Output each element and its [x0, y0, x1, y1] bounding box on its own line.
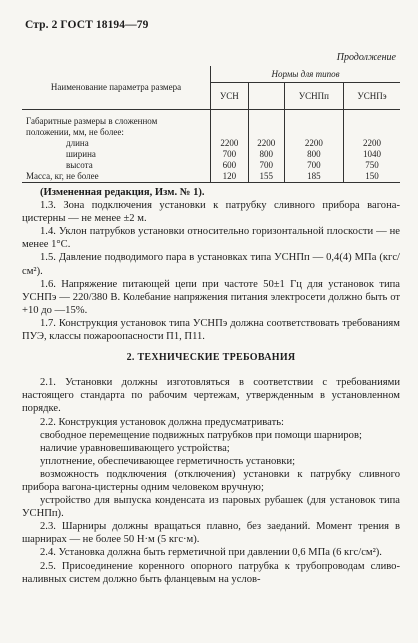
clause-2-1: 2.1. Установки должны изготовляться в соответствии с требованиями настоящего стандарта по рабочим чертежам, утвержденным в установленном порядке.: [22, 377, 400, 415]
clause-2-4: 2.4. Установка должна быть герметичной при давлении 0,6 МПа (6 кгс/см²).: [40, 547, 382, 559]
cell-value: 2200: [284, 138, 343, 149]
continuation-label: Продолжение: [336, 52, 396, 63]
cell-value: 155: [248, 171, 284, 183]
clause-1-5: 1.5. Давление подводимого пара в установках типа УСНПп — 0,4(4) МПа (кгс/см²).: [22, 252, 400, 277]
table-row: [22, 110, 400, 128]
clause-2-5: 2.5. Присоединение коренного опорного патрубка к трубопроводам сливо-наливных систем должно быть фланцевым на услов-: [22, 560, 400, 585]
cell-value: [248, 127, 284, 138]
row-label: Габаритные размеры в сложенном: [22, 110, 211, 128]
clause-1-4: 1.4. Уклон патрубков установки относительно горизонтальной плоскости — не менее 1°С.: [22, 226, 400, 251]
cell-value: 800: [284, 149, 343, 160]
cell-value: 800: [248, 149, 284, 160]
cell-value: 700: [248, 160, 284, 171]
row-label: Масса, кг, не более: [22, 171, 211, 183]
clause-2-2-item: свободное перемещение подвижных патрубков при помощи шарниров;: [40, 429, 362, 441]
cell-value: 600: [211, 160, 249, 171]
document-body: [22, 186, 400, 586]
cell-value: [344, 127, 401, 138]
col-header: УСНПэ: [344, 83, 401, 110]
col-header: УСНПп: [284, 83, 343, 110]
page-header: Стр. 2 ГОСТ 18194—79: [25, 19, 149, 31]
cell-value: 2200: [344, 138, 401, 149]
cell-value: 2200: [248, 138, 284, 149]
table-row: [22, 138, 400, 149]
clause-2-2: 2.2. Конструкция установок должна предусматривать:: [40, 416, 284, 428]
clause-2-2-item: наличие уравновешивающего устройства;: [40, 442, 230, 454]
clause-1-6: 1.6. Напряжение питающей цепи при частоте 50±1 Гц для установок типа УСНПэ — 220/380 В. Колебание напряжения питания электросети должно быть от +10 до —15%.: [22, 278, 400, 316]
clause-2-2-item: возможность подключения (отключения) установки к патрубку сливного прибора вагона-цистерны одним человеком вручную;: [22, 468, 400, 493]
table-row: [22, 160, 400, 171]
row-label: длина: [22, 138, 211, 149]
cell-value: 2200: [211, 138, 249, 149]
norms-table: [22, 66, 400, 183]
clause-1-7: 1.7. Конструкция установок типа УСНПэ должна соответствовать требованиям ПУЭ, классы пожароопасности П1, П11.: [22, 317, 400, 343]
table-row: [22, 171, 400, 183]
row-label: ширина: [22, 149, 211, 160]
norms-header: Нормы для типов: [211, 66, 401, 83]
cell-value: 120: [211, 171, 249, 183]
cell-value: [211, 110, 249, 128]
cell-value: 700: [211, 149, 249, 160]
amendment-note: (Измененная редакция, Изм. № 1).: [40, 187, 205, 198]
cell-value: 700: [284, 160, 343, 171]
table-row: [22, 127, 400, 138]
cell-value: [248, 110, 284, 128]
cell-value: 750: [344, 160, 401, 171]
row-label: положении, мм, не более:: [22, 127, 211, 138]
clause-2-3: 2.3. Шарниры должны вращаться плавно, без заеданий. Момент трения в шарнирах — не более 50 Н·м (5 кгс·м).: [22, 521, 400, 546]
cell-value: 1040: [344, 149, 401, 160]
param-name-header: Наименование параметра размера: [22, 66, 211, 110]
cell-value: 185: [284, 171, 343, 183]
cell-value: [344, 110, 401, 128]
clause-2-2-item: устройство для выпуска конденсата из паровых рубашек (для установок типа УСНПп).: [22, 495, 400, 520]
cell-value: [211, 127, 249, 138]
table-row: [22, 149, 400, 160]
cell-value: 150: [344, 171, 401, 183]
col-header: УСН: [211, 83, 249, 110]
section-title: 2. ТЕХНИЧЕСКИЕ ТРЕБОВАНИЯ: [126, 352, 296, 364]
col-header: [248, 83, 284, 110]
row-label: высота: [22, 160, 211, 171]
cell-value: [284, 110, 343, 128]
clause-2-2-item: уплотнение, обеспечивающее герметичность установки;: [40, 455, 296, 467]
clause-1-3: 1.3. Зона подключения установки к патрубку сливного прибора вагона-цистерны — не менее ±2 м.: [22, 200, 400, 225]
cell-value: [284, 127, 343, 138]
